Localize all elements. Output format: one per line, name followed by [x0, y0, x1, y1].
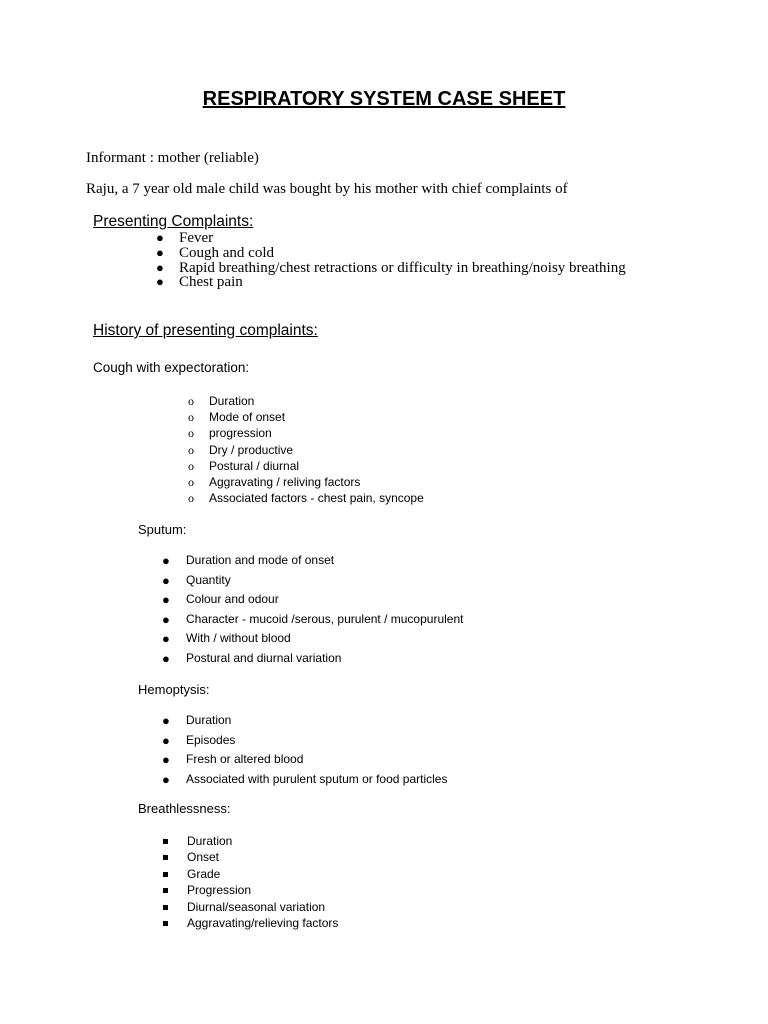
- presenting-complaints-list: [156, 230, 626, 291]
- circle-bullet-icon: o: [188, 426, 194, 441]
- breathlessness-heading: Breathlessness:: [138, 801, 231, 816]
- bullet-icon: ●: [156, 259, 164, 275]
- list-item: ● With / without blood: [186, 629, 463, 649]
- list-item: o progression: [188, 426, 272, 441]
- sputum-list: [162, 551, 464, 668]
- list-item: o Aggravating / reliving factors: [188, 474, 361, 489]
- list-item: ● Cough and cold: [156, 244, 274, 261]
- list-item: ● Duration and mode of onset: [186, 551, 463, 571]
- bullet-icon: ●: [162, 713, 170, 728]
- list-item: Onset: [187, 849, 338, 865]
- circle-bullet-icon: o: [188, 410, 194, 425]
- list-item: o Dry / productive: [188, 442, 294, 457]
- bullet-icon: ●: [162, 553, 170, 568]
- bullet-icon: ●: [162, 771, 170, 787]
- presenting-complaints-heading: Presenting Complaints:: [93, 213, 254, 230]
- list-item: ● Fever: [156, 230, 214, 246]
- circle-bullet-icon: o: [188, 442, 194, 457]
- list-item: Duration: [187, 833, 338, 849]
- square-bullet-icon: [163, 839, 168, 844]
- page-title: RESPIRATORY SYSTEM CASE SHEET: [202, 88, 566, 110]
- bullet-icon: ●: [162, 732, 170, 748]
- bullet-icon: ●: [162, 650, 170, 666]
- bullet-icon: ●: [162, 592, 170, 607]
- list-item: ● Fresh or altered blood: [186, 750, 447, 770]
- hemoptysis-list: [162, 711, 448, 789]
- list-item: ● Character - mucoid /serous, purulent / mucopurulent: [186, 610, 463, 630]
- list-item: ● Duration: [186, 711, 447, 731]
- bullet-icon: ●: [162, 611, 170, 627]
- list-item: Aggravating/relieving factors: [187, 915, 338, 931]
- informant-line: Informant : mother (reliable): [86, 150, 259, 166]
- list-item: o Postural / diurnal: [188, 458, 300, 473]
- list-item: ● Colour and odour: [186, 590, 463, 610]
- circle-bullet-icon: o: [188, 474, 194, 489]
- cough-heading: Cough with expectoration:: [93, 360, 250, 375]
- list-item: o Associated factors - chest pain, syncope: [188, 491, 424, 506]
- list-item: o Duration: [188, 394, 255, 408]
- bullet-icon: ●: [156, 230, 164, 245]
- list-item: Grade: [187, 866, 338, 882]
- breathlessness-list: [187, 833, 338, 931]
- circle-bullet-icon: o: [188, 394, 194, 408]
- square-bullet-icon: [163, 921, 168, 926]
- square-bullet-icon: [163, 872, 168, 877]
- list-item: o Mode of onset: [188, 410, 286, 425]
- circle-bullet-icon: o: [188, 458, 194, 473]
- list-item: ● Rapid breathing/chest retractions or difficulty in breathing/noisy breathing: [156, 259, 626, 276]
- circle-bullet-icon: o: [188, 491, 194, 506]
- bullet-icon: ●: [156, 274, 164, 290]
- list-item: ● Episodes: [186, 731, 447, 751]
- cough-list: [188, 393, 424, 506]
- sputum-heading: Sputum:: [138, 522, 187, 537]
- list-item: ● Quantity: [186, 571, 463, 591]
- bullet-icon: ●: [162, 572, 170, 588]
- list-item: Progression: [187, 882, 338, 898]
- intro-line: Raju, a 7 year old male child was bought by his mother with chief complaints of: [86, 181, 568, 197]
- list-item: ● Chest pain: [156, 274, 243, 291]
- bullet-icon: ●: [162, 752, 170, 767]
- history-heading: History of presenting complaints:: [93, 322, 318, 339]
- list-item: ● Postural and diurnal variation: [186, 649, 463, 669]
- hemoptysis-heading: Hemoptysis:: [138, 682, 210, 697]
- bullet-icon: ●: [162, 631, 170, 646]
- square-bullet-icon: [163, 905, 168, 910]
- list-item: ● Associated with purulent sputum or food particles: [186, 770, 447, 790]
- list-item: Diurnal/seasonal variation: [187, 899, 338, 915]
- square-bullet-icon: [163, 888, 168, 893]
- square-bullet-icon: [163, 855, 168, 860]
- bullet-icon: ●: [156, 244, 164, 260]
